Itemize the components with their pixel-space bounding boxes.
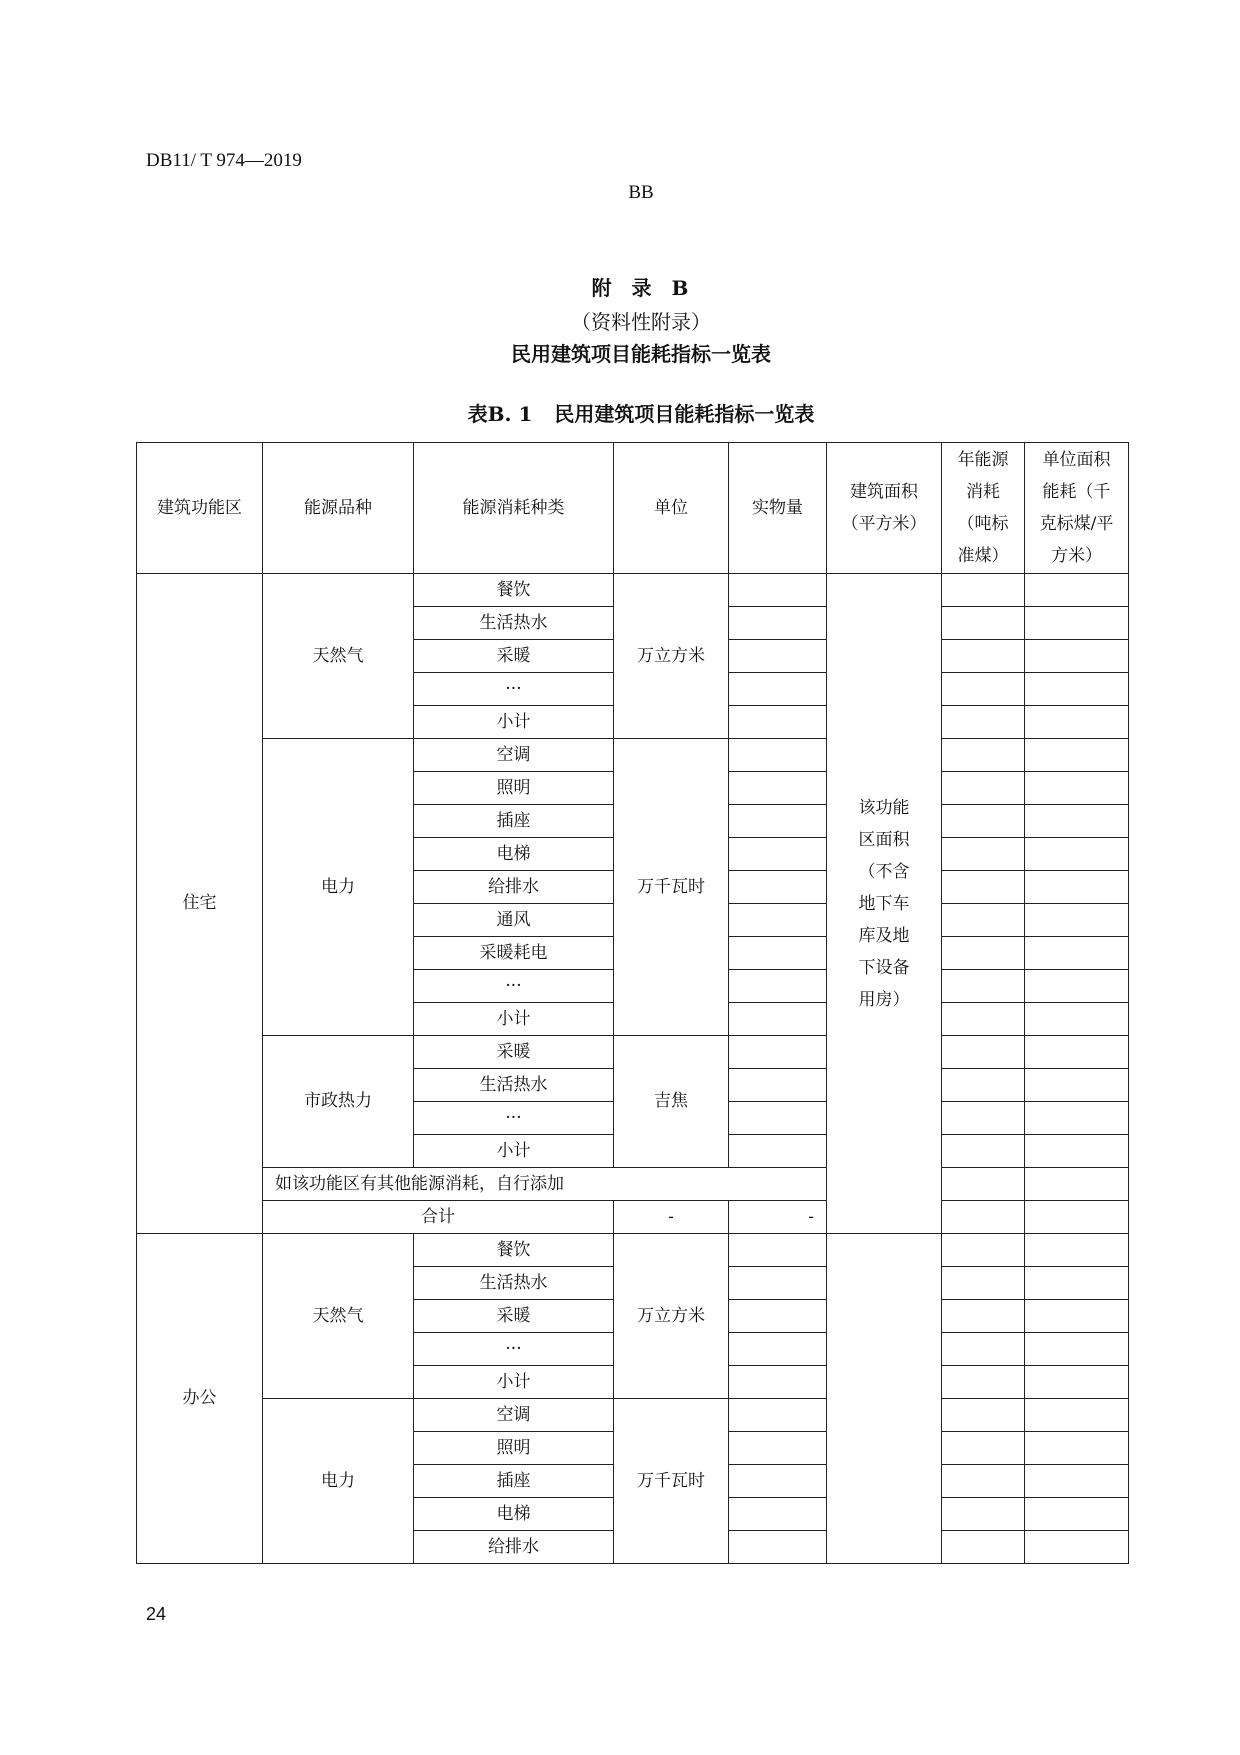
standard-code: DB11/ T 974—2019: [146, 150, 302, 171]
annual-cell: [942, 1531, 1025, 1564]
intensity-cell: [1025, 574, 1129, 607]
amount-cell: [729, 574, 827, 607]
use-ellipsis: ···: [414, 673, 614, 706]
amount-cell: [729, 772, 827, 805]
annual-cell: [942, 1135, 1025, 1168]
amount-cell: [729, 706, 827, 739]
amount-cell: [729, 904, 827, 937]
annual-cell: [942, 937, 1025, 970]
amount-cell: [729, 1399, 827, 1432]
amount-cell: [729, 1102, 827, 1135]
intensity-cell: [1025, 904, 1129, 937]
table-row: [137, 574, 1129, 607]
intensity-cell: [1025, 1498, 1129, 1531]
amount-cell: [729, 1300, 827, 1333]
unit-heat: 吉焦: [614, 1036, 729, 1168]
amount-cell: [729, 871, 827, 904]
use-subtotal: 小计: [414, 1135, 614, 1168]
annual-cell: [942, 1333, 1025, 1366]
intensity-cell: [1025, 1234, 1129, 1267]
intensity-cell: [1025, 1201, 1129, 1234]
annual-cell: [942, 838, 1025, 871]
intensity-cell: [1025, 706, 1129, 739]
amount-cell: [729, 1135, 827, 1168]
amount-cell: [729, 1432, 827, 1465]
table-row: [137, 1036, 1129, 1069]
annual-cell: [942, 1201, 1025, 1234]
use-lighting: 照明: [414, 772, 614, 805]
intensity-cell: [1025, 1432, 1129, 1465]
unit-gas: 万立方米: [614, 1234, 729, 1399]
amount-cell: [729, 673, 827, 706]
use-socket: 插座: [414, 1465, 614, 1498]
intensity-cell: [1025, 1168, 1129, 1201]
intensity-cell: [1025, 838, 1129, 871]
annual-cell: [942, 871, 1025, 904]
amount-cell: [729, 607, 827, 640]
use-heating-elec: 采暖耗电: [414, 937, 614, 970]
area-cell: [827, 1234, 942, 1564]
table-row: [137, 1399, 1129, 1432]
annual-cell: [942, 1234, 1025, 1267]
table-row: [137, 1168, 1129, 1201]
source-gas: 天然气: [263, 1234, 414, 1399]
use-heating: 采暖: [414, 640, 614, 673]
intensity-cell: [1025, 1036, 1129, 1069]
source-electric: 电力: [263, 1399, 414, 1564]
annual-cell: [942, 607, 1025, 640]
use-water: 给排水: [414, 871, 614, 904]
energy-index-table: [136, 442, 1129, 1564]
appendix-name: 民用建筑项目能耗指标一览表: [511, 342, 771, 366]
header-amount: 实物量: [729, 443, 827, 574]
annual-cell: [942, 772, 1025, 805]
header-row: [137, 443, 1129, 574]
annual-cell: [942, 1168, 1025, 1201]
zone-residential: 住宅: [137, 574, 263, 1234]
intensity-cell: [1025, 937, 1129, 970]
unit-electric: 万千瓦时: [614, 739, 729, 1036]
amount-cell: [729, 1465, 827, 1498]
header-area: 建筑面积（平方米）: [827, 443, 942, 574]
annual-cell: [942, 1267, 1025, 1300]
intensity-cell: [1025, 607, 1129, 640]
table-caption-number: 表B. 1: [467, 402, 533, 426]
annual-cell: [942, 1036, 1025, 1069]
use-hot-water: 生活热水: [414, 607, 614, 640]
intensity-cell: [1025, 739, 1129, 772]
intensity-cell: [1025, 1300, 1129, 1333]
annual-cell: [942, 904, 1025, 937]
use-ac: 空调: [414, 739, 614, 772]
use-ac: 空调: [414, 1399, 614, 1432]
annual-cell: [942, 673, 1025, 706]
amount-cell: [729, 1498, 827, 1531]
use-subtotal: 小计: [414, 1366, 614, 1399]
source-gas: 天然气: [263, 574, 414, 739]
use-ellipsis: ···: [414, 970, 614, 1003]
intensity-cell: [1025, 772, 1129, 805]
amount-cell: [729, 1036, 827, 1069]
page-mark: BB: [628, 182, 654, 203]
use-hot-water: 生活热水: [414, 1267, 614, 1300]
header-source: 能源品种: [263, 443, 414, 574]
use-ellipsis: ···: [414, 1102, 614, 1135]
annual-cell: [942, 1003, 1025, 1036]
amount-cell: [729, 739, 827, 772]
amount-cell: [729, 1333, 827, 1366]
intensity-cell: [1025, 1465, 1129, 1498]
header-annual: 年能源消耗（吨标准煤）: [942, 443, 1025, 574]
unit-gas: 万立方米: [614, 574, 729, 739]
intensity-cell: [1025, 1366, 1129, 1399]
amount-cell: [729, 937, 827, 970]
amount-cell: [729, 1366, 827, 1399]
amount-cell: [729, 838, 827, 871]
unit-electric: 万千瓦时: [614, 1399, 729, 1564]
intensity-cell: [1025, 805, 1129, 838]
appendix-title: 附 录 B: [591, 276, 691, 300]
amount-cell: [729, 1267, 827, 1300]
annual-cell: [942, 574, 1025, 607]
use-dining: 餐饮: [414, 1234, 614, 1267]
use-ellipsis: ···: [414, 1333, 614, 1366]
intensity-cell: [1025, 1135, 1129, 1168]
source-heat: 市政热力: [263, 1036, 414, 1168]
amount-cell: [729, 1069, 827, 1102]
header-unit: 单位: [614, 443, 729, 574]
header-intensity: 单位面积能耗（千克标煤/平方米）: [1025, 443, 1129, 574]
page-number: 24: [146, 1604, 167, 1624]
intensity-cell: [1025, 1069, 1129, 1102]
other-energy-note: 如该功能区有其他能源消耗，自行添加: [263, 1168, 827, 1201]
intensity-cell: [1025, 640, 1129, 673]
appendix-subtitle: （资料性附录）: [571, 310, 711, 334]
annual-cell: [942, 706, 1025, 739]
annual-cell: [942, 1366, 1025, 1399]
annual-cell: [942, 640, 1025, 673]
amount-cell: [729, 1234, 827, 1267]
intensity-cell: [1025, 1333, 1129, 1366]
annual-cell: [942, 1498, 1025, 1531]
table-row: [137, 739, 1129, 772]
use-hot-water: 生活热水: [414, 1069, 614, 1102]
intensity-cell: [1025, 970, 1129, 1003]
use-subtotal: 小计: [414, 706, 614, 739]
use-dining: 餐饮: [414, 574, 614, 607]
zone-office: 办公: [137, 1234, 263, 1564]
annual-cell: [942, 1300, 1025, 1333]
intensity-cell: [1025, 1267, 1129, 1300]
amount-cell: [729, 970, 827, 1003]
intensity-cell: [1025, 1003, 1129, 1036]
header-zone: 建筑功能区: [137, 443, 263, 574]
amount-cell: [729, 1531, 827, 1564]
use-socket: 插座: [414, 805, 614, 838]
total-label: 合计: [263, 1201, 614, 1234]
source-electric: 电力: [263, 739, 414, 1036]
intensity-cell: [1025, 1399, 1129, 1432]
table-row: [137, 1234, 1129, 1267]
use-elevator: 电梯: [414, 1498, 614, 1531]
intensity-cell: [1025, 1531, 1129, 1564]
table-caption: [0, 398, 1240, 427]
annual-cell: [942, 1399, 1025, 1432]
use-elevator: 电梯: [414, 838, 614, 871]
annual-cell: [942, 970, 1025, 1003]
annual-cell: [942, 1069, 1025, 1102]
use-ventilation: 通风: [414, 904, 614, 937]
use-heating: 采暖: [414, 1036, 614, 1069]
intensity-cell: [1025, 871, 1129, 904]
intensity-cell: [1025, 673, 1129, 706]
table-caption-text: 民用建筑项目能耗指标一览表: [554, 402, 815, 426]
intensity-cell: [1025, 1102, 1129, 1135]
header-use: 能源消耗种类: [414, 443, 614, 574]
annual-cell: [942, 805, 1025, 838]
amount-cell: [729, 805, 827, 838]
annual-cell: [942, 739, 1025, 772]
amount-cell: [729, 640, 827, 673]
annual-cell: [942, 1465, 1025, 1498]
total-unit-dash: -: [614, 1201, 729, 1234]
use-subtotal: 小计: [414, 1003, 614, 1036]
annual-cell: [942, 1432, 1025, 1465]
use-water: 给排水: [414, 1531, 614, 1564]
table-row: [137, 1201, 1129, 1234]
area-note: 该功能区面积（不含地下车库及地下设备用房）: [827, 574, 942, 1234]
total-amount-dash: -: [729, 1201, 827, 1234]
amount-cell: [729, 1003, 827, 1036]
annual-cell: [942, 1102, 1025, 1135]
use-lighting: 照明: [414, 1432, 614, 1465]
use-heating: 采暖: [414, 1300, 614, 1333]
